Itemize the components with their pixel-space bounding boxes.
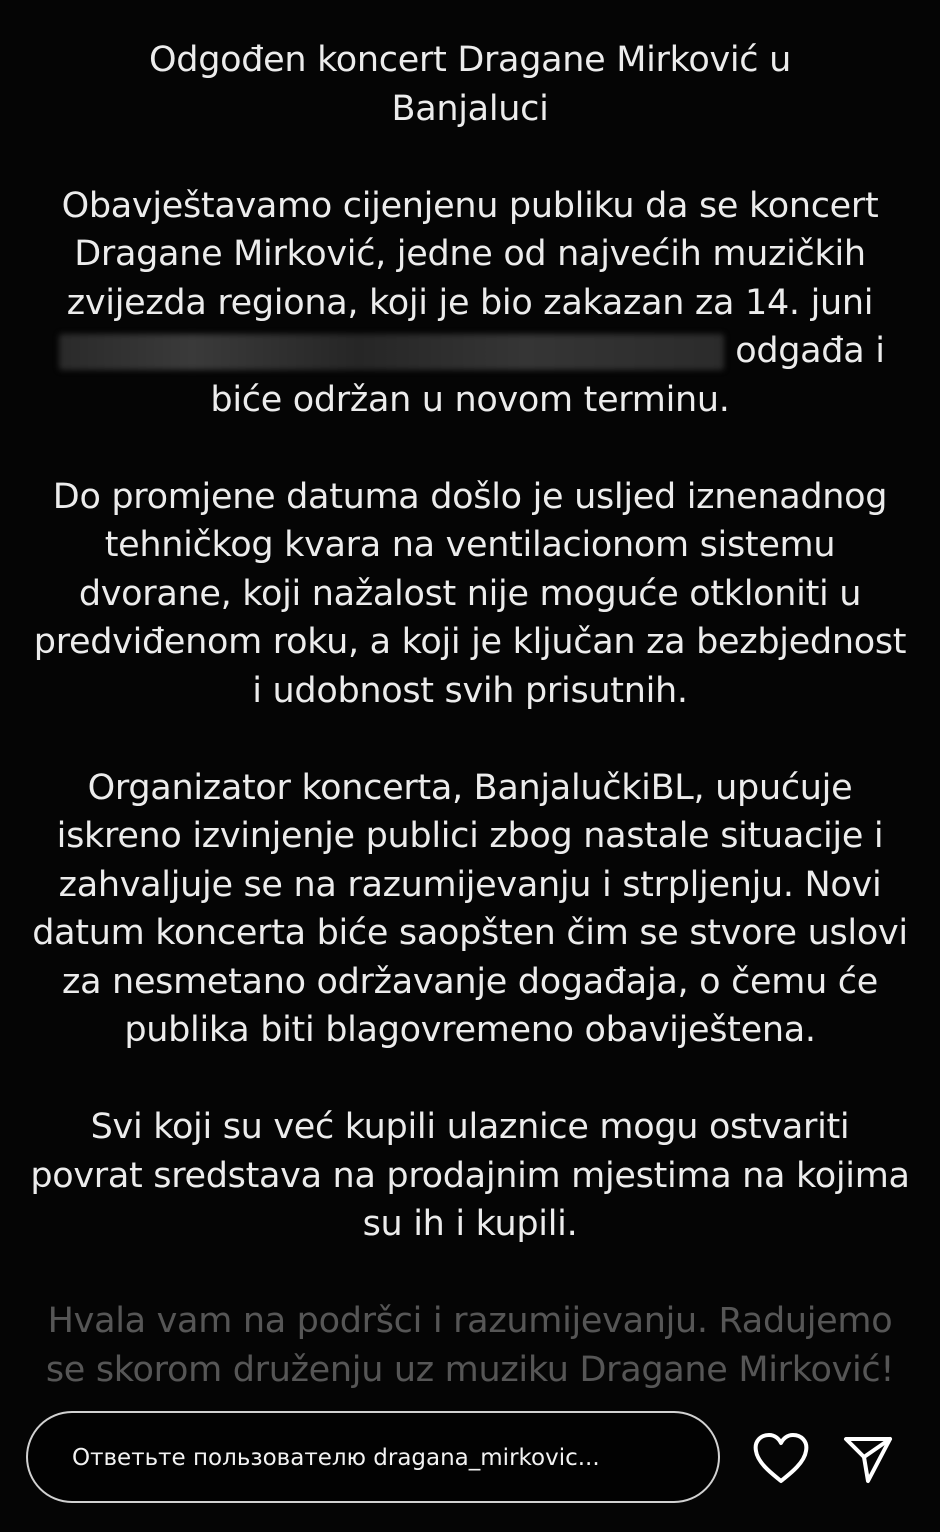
reply-placeholder: Ответьте пользователю dragana_mirkovic...: [72, 1445, 600, 1471]
announcement-text: [30, 36, 910, 1443]
paragraph-postponement: [30, 182, 910, 425]
paragraph-postponement-end: odgađa i biće održan u novom terminu.: [210, 331, 885, 420]
paragraph-reason: Do promjene datuma došlo je usljed iznenadnog tehničkog kvara na ventilacionom sistemu dvorane, koji nažalost nije moguće otkloniti u predviđenom roku, a koji je ključan za bezbjednost i udobnost svih prisutnih.: [33, 476, 907, 711]
send-icon[interactable]: [842, 1433, 894, 1485]
paragraph-thanks: Hvala vam na podršci i razumijevanju. Radujemo se skorom druženju uz muziku Dragane Mirković!: [45, 1301, 895, 1390]
paragraph-postponement-start: Obavještavamo cijenjenu publiku da se koncert Dragane Mirković, jedne od najvećih muzičkih zvijezda regiona, koji je bio zakazan za 14. juni: [61, 185, 879, 323]
blurred-redaction: [59, 334, 724, 370]
reply-input[interactable]: [26, 1411, 720, 1503]
paragraph-refund: Svi koji su već kupili ulaznice mogu ostvariti povrat sredstava na prodajnim mjestima na kojima su ih i kupili.: [30, 1107, 910, 1244]
heart-icon[interactable]: [752, 1433, 810, 1485]
paragraph-apology: Organizator koncerta, BanjalučkiBL, upućuje iskreno izvinjenje publici zbog nastale situacije i zahvaljuje se na razumijevanju i strpljenju. Novi datum koncerta biće saopšten čim se stvore uslovi za nesmetano održavanje događaja, o čemu će publika biti blagovremeno obaviještena.: [32, 767, 908, 1050]
story-title: Odgođen koncert Dragane Mirković u Banjaluci: [149, 40, 791, 129]
